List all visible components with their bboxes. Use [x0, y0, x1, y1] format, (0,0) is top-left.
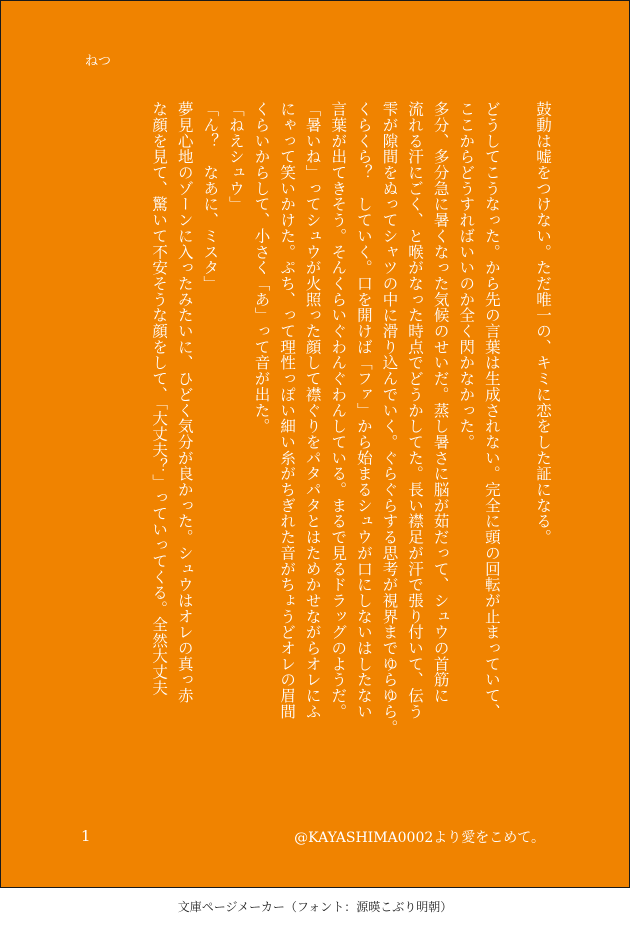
text-line: [504, 101, 530, 821]
vertical-body-text: [75, 101, 555, 821]
app-footer-caption: 文庫ページメーカー（フォント：源暎こぶり明朝）: [177, 900, 453, 914]
text-line: 「ねえシュウ」: [226, 101, 245, 212]
text-line: 「暑いね」ってシュウが火照った顔して襟ぐりをパタパタとはためかせながらオレにふ: [303, 101, 322, 720]
text-line: くらくら？ していく。口を開けば「ファ」から始まるシュウが口にしないはしたない: [354, 101, 373, 720]
text-line: 多分、多分急に暑くなった気候のせいだ。蒸し暑さに脳が茹だって、シュウの首筋に: [431, 101, 450, 704]
text-line: ここからどうすればいいのか全く閃かなかった。: [457, 101, 476, 450]
text-line: どうしてこうなった。から先の言葉は生成されない。完全に頭の回転が止まっていて、: [482, 101, 501, 720]
text-line: 流れる汗にごく、と喉がなった時点でどうかしてた。長い襟足が汗で張り付いて、伝う: [406, 101, 425, 720]
author-credit: @KAYASHIMA0002より愛をこめて。: [294, 830, 545, 846]
text-line: 鼓動は嘘をつけない。ただ唯一の、キミに恋をした証になる。: [534, 101, 552, 545]
text-line: な顔を見て、驚いて不安そうな顔をして、「大丈夫？」っていってくる。全然大丈夫: [150, 101, 169, 696]
page-header-title: ねつ: [85, 54, 112, 69]
text-line: にゃって笑いかけた。ぷち、って理性っぽい細い糸がちぎれた音がちょうどオレの眉間: [278, 101, 297, 720]
text-line: 雫が隙間をぬってシャツの中に滑り込んでいく。ぐらぐらする思考が視界までゆらゆら。: [380, 101, 399, 735]
text-line: 夢見心地のゾーンに入ったみたいに、ひどく気分が良かった。シュウはオレの真っ赤: [175, 101, 194, 704]
text-line: 「ん？ なあに、ミスタ」: [201, 101, 220, 292]
text-line: 言葉が出てきそう。そんくらいぐわんぐわんしている。まるで見るドラッグのようだ。: [329, 101, 348, 720]
page-number: 1: [81, 827, 91, 845]
text-line: くらいからして、小さく「あ」って音が出た。: [252, 101, 271, 434]
